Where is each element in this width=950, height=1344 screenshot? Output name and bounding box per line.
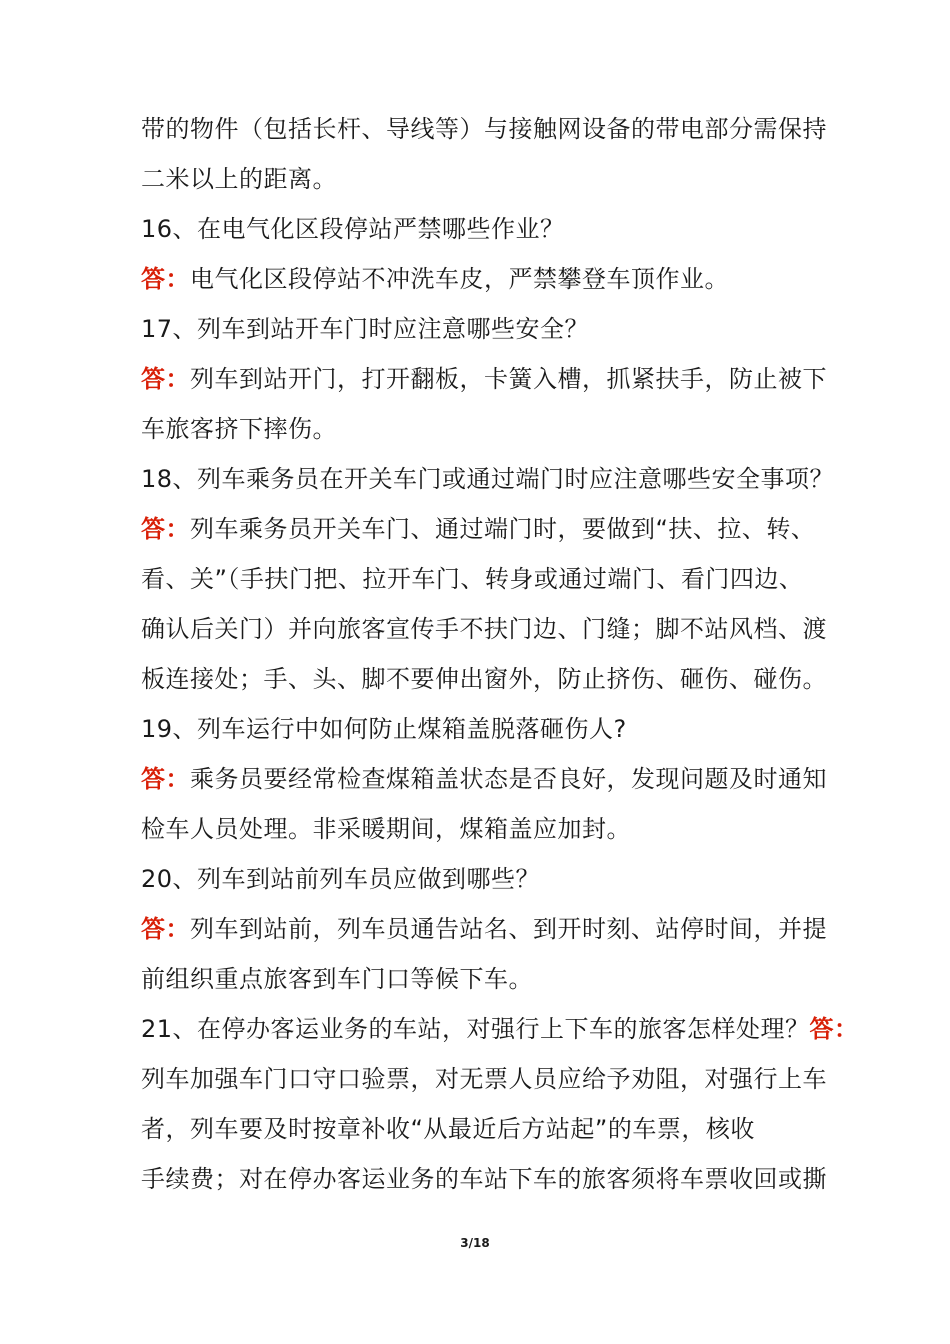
answer-text: 列车到站开门，打开翻板，卡簧入槽，抓紧扶手，防止被下 bbox=[190, 365, 827, 393]
answer-19 bbox=[141, 754, 831, 804]
text-line bbox=[141, 1054, 831, 1104]
question-text: 18、列车乘务员在开关车门或通过端门时应注意哪些安全事项？ bbox=[141, 465, 835, 493]
answer-text: 列车加强车门口守口验票，对无票人员应给予劝阻，对强行上车 bbox=[141, 1065, 827, 1093]
answer-label: 答： bbox=[141, 265, 190, 293]
answer-text: 确认后关门）并向旅客宣传手不扶门边、门缝；脚不站风档、渡 bbox=[141, 615, 827, 643]
answer-label: 答： bbox=[141, 765, 190, 793]
answer-text: 手续费；对在停办客运业务的车站下车的旅客须将车票收回或撕 bbox=[141, 1165, 827, 1193]
question-text: 20、列车到站前列车员应做到哪些？ bbox=[141, 865, 541, 893]
text-line bbox=[141, 654, 831, 704]
question-18 bbox=[141, 454, 835, 504]
answer-text: 者，列车要及时按章补收“从最近后方站起”的车票，核收 bbox=[141, 1115, 755, 1143]
text-line bbox=[141, 604, 831, 654]
question-text: 17、列车到站开车门时应注意哪些安全？ bbox=[141, 315, 590, 343]
text-line bbox=[141, 404, 831, 454]
text-line-content: 带的物件（包括长杆、导线等）与接触网设备的带电部分需保持 bbox=[141, 115, 827, 143]
question-text: 21、在停办客运业务的车站，对强行上下车的旅客怎样处理？ bbox=[141, 1015, 810, 1043]
question-text: 16、在电气化区段停站严禁哪些作业？ bbox=[141, 215, 565, 243]
answer-17 bbox=[141, 354, 831, 404]
answer-text: 车旅客挤下摔伤。 bbox=[141, 415, 337, 443]
page-number: 3/18 bbox=[460, 1236, 490, 1250]
answer-text: 前组织重点旅客到车门口等候下车。 bbox=[141, 965, 533, 993]
answer-label: 答： bbox=[141, 365, 190, 393]
answer-text: 乘务员要经常检查煤箱盖状态是否良好，发现问题及时通知 bbox=[190, 765, 827, 793]
answer-text: 看、关”（手扶门把、拉开车门、转身或通过端门、看门四边、 bbox=[141, 565, 804, 593]
answer-label: 答： bbox=[809, 1015, 859, 1043]
answer-16 bbox=[141, 254, 831, 304]
question-17 bbox=[141, 304, 831, 354]
answer-text: 列车乘务员开关车门、通过端门时，要做到“扶、拉、转、 bbox=[190, 515, 816, 543]
question-21 bbox=[141, 1004, 859, 1054]
text-line bbox=[141, 954, 831, 1004]
text-line bbox=[141, 104, 831, 154]
answer-18 bbox=[141, 504, 831, 554]
document-body bbox=[141, 104, 859, 1204]
answer-text: 列车到站前，列车员通告站名、到开时刻、站停时间，并提 bbox=[190, 915, 827, 943]
answer-label: 答： bbox=[141, 915, 190, 943]
answer-20 bbox=[141, 904, 831, 954]
text-line bbox=[141, 1104, 831, 1154]
answer-text: 检车人员处理。非采暖期间，煤箱盖应加封。 bbox=[141, 815, 631, 843]
text-line-content: 二米以上的距离。 bbox=[141, 165, 337, 193]
question-16 bbox=[141, 204, 831, 254]
question-text: 19、列车运行中如何防止煤箱盖脱落砸伤人? bbox=[141, 715, 627, 743]
question-19 bbox=[141, 704, 831, 754]
answer-text: 板连接处；手、头、脚不要伸出窗外，防止挤伤、砸伤、碰伤。 bbox=[141, 665, 827, 693]
text-line bbox=[141, 554, 831, 604]
answer-text: 电气化区段停站不冲洗车皮，严禁攀登车顶作业。 bbox=[190, 265, 729, 293]
text-line bbox=[141, 1154, 831, 1204]
text-line bbox=[141, 154, 831, 204]
text-line bbox=[141, 804, 831, 854]
answer-label: 答： bbox=[141, 515, 190, 543]
question-20 bbox=[141, 854, 831, 904]
